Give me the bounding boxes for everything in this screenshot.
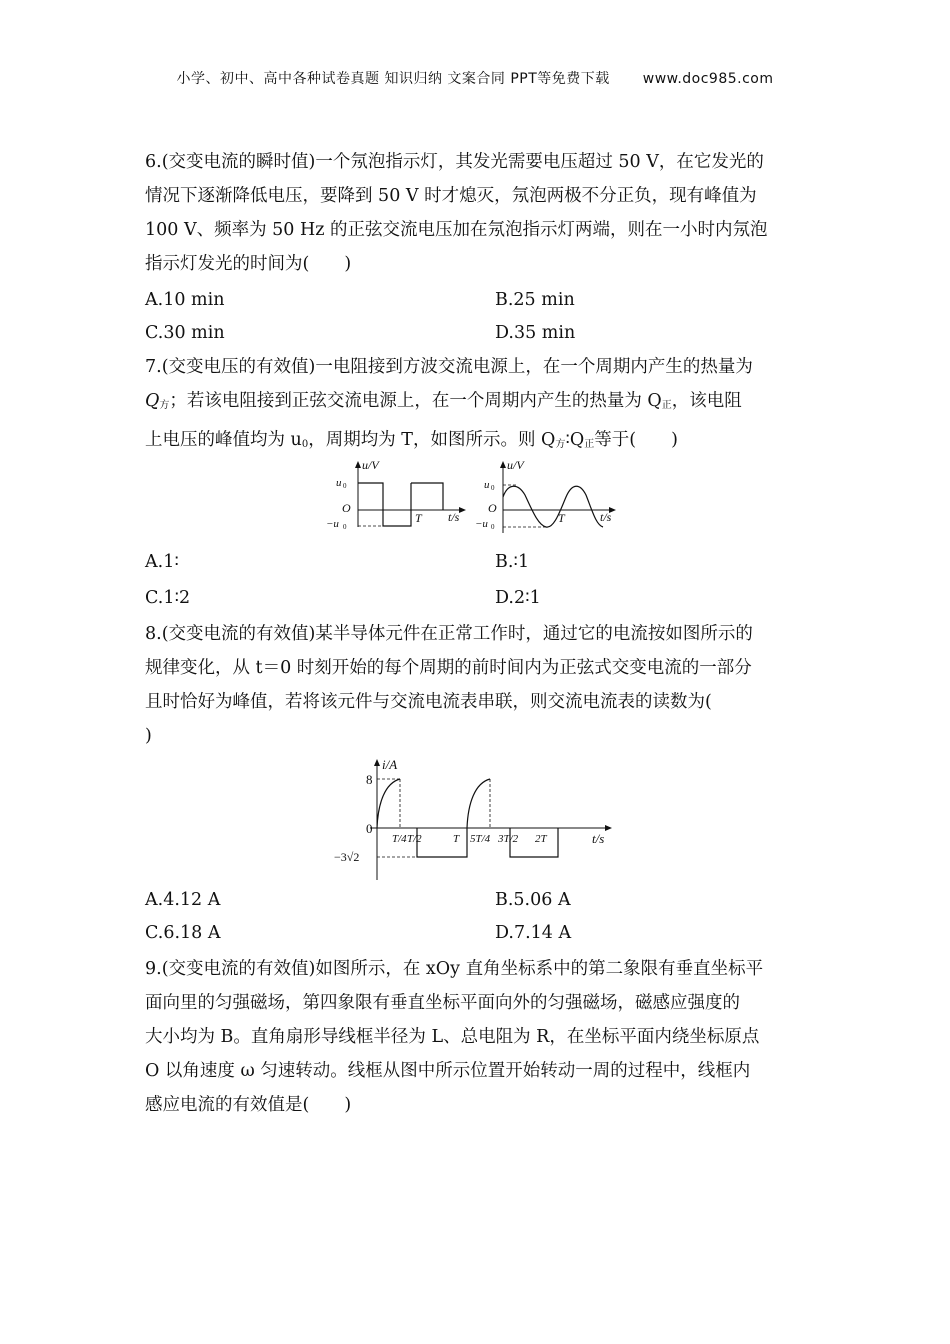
- q7-u0-sub-right: 0: [491, 484, 495, 492]
- q7-text: ；若该电阻接到正弦交流电源上，在一个周期内产生的热量为 Q: [169, 391, 662, 411]
- q7-square-wave-graph: [326, 458, 466, 531]
- q7-u0-sub: 0: [343, 482, 347, 490]
- q8-peak-label: 8: [366, 772, 373, 787]
- q8-neg-label: −3√2: [334, 850, 360, 864]
- q7-square-wave-2: [411, 483, 443, 510]
- q7-option-b: B.∶1: [495, 552, 530, 572]
- q8-option-b: B.5.06 A: [495, 890, 571, 910]
- question-8: [145, 617, 809, 753]
- q6-line: 6.(交变电流的瞬时值)一个氖泡指示灯，其发光需要电压超过 50 V，在它发光的: [145, 152, 764, 172]
- q8-xlabel: t/s: [592, 831, 605, 846]
- q7-text: ，该电阻: [671, 391, 742, 411]
- q7-text: 上电压的峰值均为 u: [145, 430, 302, 450]
- q9-line: 感应电流的有效值是( ): [145, 1095, 352, 1115]
- q6-line: 指示灯发光的时间为( ): [145, 254, 352, 274]
- q7-period-left: T: [415, 511, 422, 525]
- q8-option-d: D.7.14 A: [495, 923, 572, 943]
- q7-xlabel-left: t/s: [448, 510, 460, 524]
- q7-neg-u0-sub: 0: [343, 523, 347, 531]
- q7-origin-left: O: [342, 501, 351, 515]
- q7-square-wave: [358, 483, 411, 526]
- q7-q-symbol: Q: [145, 391, 160, 411]
- header-site: www.doc985.com: [642, 71, 774, 87]
- q7-period-right: T: [558, 511, 565, 525]
- q8-neg-segment-1: [417, 828, 467, 857]
- q8-tick-t2: T/2: [407, 833, 422, 845]
- q6-option-d: D.35 min: [495, 323, 576, 343]
- question-7: [145, 350, 809, 462]
- q8-tick-t4: T/4: [392, 833, 407, 845]
- q7-option-c: C.1∶2: [145, 588, 191, 608]
- q6-option-c: C.30 min: [145, 323, 225, 343]
- q8-option-a: A.4.12 A: [145, 890, 221, 910]
- q7-xlabel-right: t/s: [600, 510, 612, 524]
- q9-line: 9.(交变电流的有效值)如图所示，在 xOy 直角坐标系中的第二象限有垂直坐标平: [145, 959, 764, 979]
- q9-line: O 以角速度 ω 匀速转动。线框从图中所示位置开始转动一周的过程中，线框内: [145, 1061, 751, 1081]
- q7-line: [145, 384, 809, 423]
- q8-line: 且时恰好为峰值，若将该元件与交流电流表串联，则交流电流表的读数为(: [145, 692, 712, 712]
- q7-line: 7.(交变电压的有效值)一电阻接到方波交流电源上，在一个周期内产生的热量为: [145, 357, 753, 377]
- q8-option-c: C.6.18 A: [145, 923, 221, 943]
- q8-line: 8.(交变电流的有效值)某半导体元件在正常工作时，通过它的电流按如图所示的: [145, 624, 753, 644]
- q8-tick-2t: 2T: [535, 833, 547, 845]
- q7-sub: 正: [584, 439, 595, 450]
- q8-figure: [330, 755, 620, 885]
- q7-sub: 方: [159, 400, 170, 411]
- header-tagline: 小学、初中、高中各种试卷真题 知识归纳 文案合同 PPT等免费下载: [176, 71, 610, 87]
- q8-tick-3t2: 3T/2: [498, 833, 519, 845]
- q9-line: 大小均为 B。直角扇形导线框半径为 L、总电阻为 R，在坐标平面内绕坐标原点: [145, 1027, 760, 1047]
- q7-sine-wave: [503, 486, 603, 527]
- q7-u0-left: u: [336, 477, 342, 489]
- q7-option-d: D.2∶1: [495, 588, 541, 608]
- q6-line: 情况下逐渐降低电压，要降到 50 V 时才熄灭，氖泡两极不分正负，现有峰值为: [145, 186, 757, 206]
- q7-text: 等于( ): [594, 430, 678, 450]
- q7-sub: 方: [555, 439, 566, 450]
- q7-u0-right: u: [484, 479, 490, 491]
- page-header: [0, 68, 950, 88]
- q7-option-a: A.1∶: [145, 552, 179, 572]
- q6-option-b: B.25 min: [495, 290, 575, 310]
- q7-neg-u0-left: −u: [326, 518, 339, 530]
- q7-origin-right: O: [488, 501, 497, 515]
- question-9: [145, 952, 809, 1122]
- q8-zero-label: 0: [366, 821, 373, 836]
- q9-line: 面向里的匀强磁场，第四象限有垂直坐标平面向外的匀强磁场，磁感应强度的: [145, 993, 740, 1013]
- q7-ylabel-right: u/V: [507, 458, 524, 472]
- q8-ylabel: i/A: [382, 757, 398, 772]
- q6-line: 100 V、频率为 50 Hz 的正弦交流电压加在氖泡指示灯两端，则在一小时内氖泡: [145, 220, 768, 240]
- q8-wave-arc-1: [377, 779, 400, 828]
- q8-line: ): [145, 726, 152, 746]
- q7-sub: 正: [661, 400, 672, 411]
- question-6: [145, 145, 809, 281]
- q8-tick-5t4: 5T/4: [470, 833, 491, 845]
- q8-line: 规律变化，从 t＝0 时刻开始的每个周期的前时间内为正弦式交变电流的一部分: [145, 658, 752, 678]
- q7-figure: [318, 455, 628, 545]
- q8-wave-arc-2: [467, 779, 490, 828]
- q8-tick-t: T: [453, 833, 460, 845]
- q7-neg-u0-sub-right: 0: [491, 523, 495, 531]
- q7-ylabel-left: u/V: [362, 458, 379, 472]
- q7-sine-wave-graph: [475, 458, 616, 533]
- q7-text: ，周期均为 T，如图所示。则 Q: [308, 430, 556, 450]
- q7-text: ∶Q: [565, 430, 585, 450]
- q7-sub: 0: [301, 439, 309, 450]
- q6-option-a: A.10 min: [145, 290, 225, 310]
- q7-neg-u0-right: −u: [475, 518, 488, 530]
